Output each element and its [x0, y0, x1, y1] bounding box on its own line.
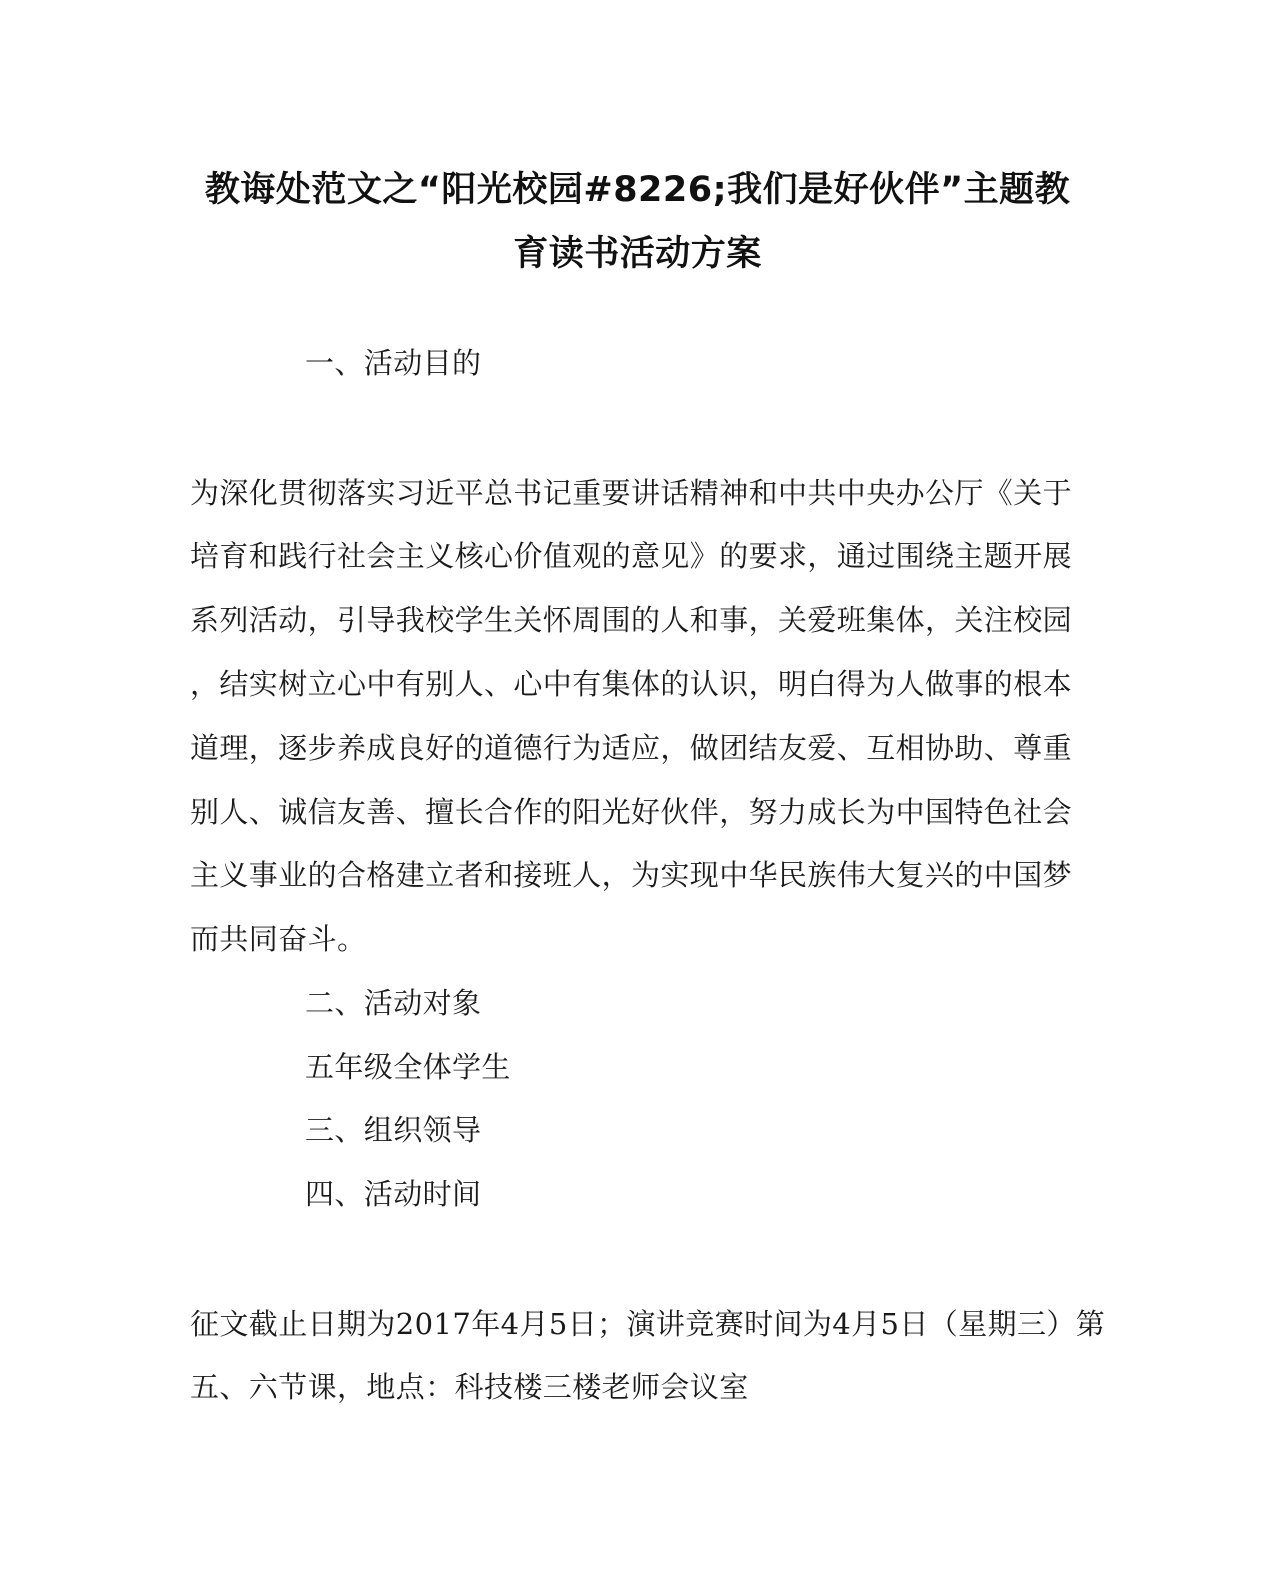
body-line: 为深化贯彻落实习近平总书记重要讲话精神和中共中央办公厅《关于	[190, 476, 1073, 510]
document-title	[150, 158, 1125, 286]
body-line: 系列活动，引导我校学生关怀周围的人和事，关爱班集体，关注校园	[190, 603, 1073, 637]
section-heading-target: 二、活动对象	[305, 986, 482, 1020]
body-line: 而共同奋斗。	[190, 922, 367, 956]
section-heading-purpose: 一、活动目的	[305, 346, 482, 380]
body-line: 道理，逐步养成良好的道德行为适应，做团结友爱、互相协助、尊重	[190, 731, 1073, 765]
section-heading-time: 四、活动时间	[305, 1177, 482, 1211]
title-line-2: 育读书活动方案	[513, 234, 762, 274]
body-line: 五、六节课，地点：科技楼三楼老师会议室	[190, 1370, 749, 1404]
section-heading-leadership: 三、组织领导	[305, 1113, 482, 1147]
body-line: 培育和践行社会主义核心价值观的意见》的要求，通过围绕主题开展	[190, 539, 1073, 573]
section-target-text: 五年级全体学生	[305, 1050, 511, 1084]
body-line: 主义事业的合格建立者和接班人，为实现中华民族伟大复兴的中国梦	[190, 858, 1073, 892]
title-line-1: 教诲处范文之“阳光校园#8226;我们是好伙伴”主题教	[204, 170, 1071, 210]
body-line: ，结实树立心中有别人、心中有集体的认识，明白得为人做事的根本	[190, 667, 1073, 701]
body-line: 别人、诚信友善、擅长合作的阳光好伙伴，努力成长为中国特色社会	[190, 795, 1073, 829]
body-line: 征文截止日期为2017年4月5日；演讲竞赛时间为4月5日（星期三）第	[190, 1307, 1106, 1341]
